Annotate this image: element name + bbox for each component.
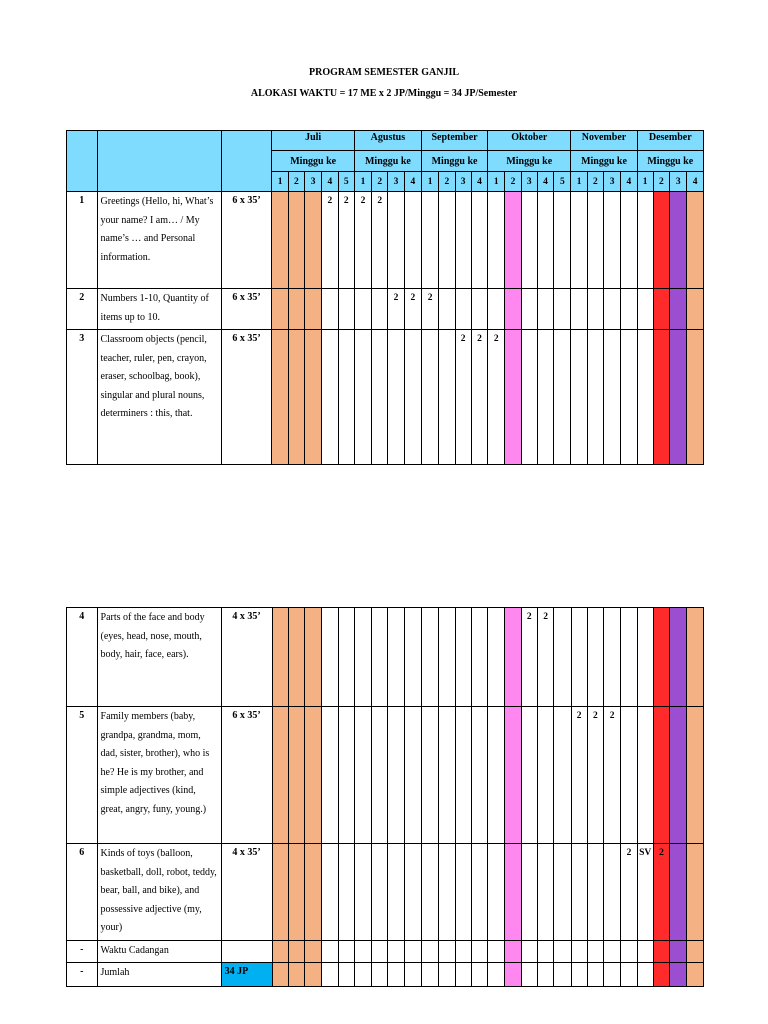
week-cell (554, 608, 571, 707)
week-cell (537, 962, 553, 986)
week-cell (670, 330, 687, 465)
page-title: PROGRAM SEMESTER GANJIL (308, 67, 459, 78)
month-header-oktober: Oktober (488, 131, 571, 151)
week-cell (488, 608, 505, 707)
week-cell (471, 962, 487, 986)
week-cell (272, 330, 288, 465)
week-cell (372, 962, 388, 986)
week-cell: 2 (653, 844, 669, 941)
week-cell (621, 962, 637, 986)
week-cell (670, 608, 687, 707)
table-row (67, 289, 704, 330)
week-cell (404, 330, 421, 465)
week-cell (621, 330, 637, 465)
week-cell (305, 289, 322, 330)
week-cell (404, 844, 421, 941)
week-cell (288, 962, 304, 986)
week-cell (439, 330, 455, 465)
week-cell (439, 289, 455, 330)
week-cell (372, 330, 388, 465)
minggu-ke-label: Minggu ke (272, 151, 354, 172)
week-cell (637, 192, 653, 289)
week-cell (288, 289, 304, 330)
week-number: 2 (439, 172, 455, 192)
week-cell (521, 844, 537, 941)
week-cell: 2 (471, 330, 487, 465)
week-cell (505, 192, 521, 289)
week-cell (288, 707, 304, 844)
row-alokasi: 6 x 35’ (221, 289, 272, 330)
week-number: 4 (322, 172, 338, 192)
month-header-agustus: Agustus (354, 131, 421, 151)
week-cell (272, 844, 288, 941)
week-cell (322, 289, 338, 330)
week-cell (272, 941, 288, 963)
week-cell (571, 289, 587, 330)
week-cell (505, 962, 521, 986)
week-cell (322, 608, 338, 707)
week-cell (521, 192, 537, 289)
week-cell (422, 844, 439, 941)
week-number: 4 (537, 172, 553, 192)
week-cell (653, 330, 669, 465)
header-materi (97, 131, 221, 192)
week-cell (670, 941, 687, 963)
week-cell (305, 844, 322, 941)
week-cell (288, 608, 304, 707)
week-cell (338, 707, 354, 844)
week-cell (621, 707, 637, 844)
week-cell (505, 289, 521, 330)
week-cell (670, 962, 687, 986)
row-number: 3 (67, 330, 98, 465)
week-cell (521, 941, 537, 963)
week-cell (621, 941, 637, 963)
week-cell (305, 962, 322, 986)
week-cell (603, 192, 620, 289)
week-cell (322, 330, 338, 465)
week-cell: 2 (388, 289, 404, 330)
week-cell (521, 330, 537, 465)
week-cell (637, 608, 653, 707)
row-alokasi: 6 x 35’ (221, 192, 272, 289)
week-cell (322, 844, 338, 941)
week-cell (439, 192, 455, 289)
week-cell (404, 707, 421, 844)
page-subtitle: ALOKASI WAKTU = 17 ME x 2 JP/Minggu = 34 JP/Semester (250, 88, 518, 99)
table-row (67, 192, 704, 289)
week-cell (404, 962, 421, 986)
week-cell (421, 330, 438, 465)
week-cell (554, 707, 571, 844)
row-materi: Waktu Cadangan (97, 941, 221, 963)
week-cell (554, 941, 571, 963)
week-cell (554, 962, 571, 986)
week-cell: SV (637, 844, 653, 941)
week-cell (505, 844, 521, 941)
week-cell (604, 844, 621, 941)
week-cell: 2 (322, 192, 338, 289)
week-cell (571, 941, 587, 963)
week-cell (653, 962, 669, 986)
month-header-september: September (421, 131, 487, 151)
week-cell (621, 289, 637, 330)
week-cell (587, 941, 603, 963)
week-cell (422, 707, 439, 844)
week-cell (687, 844, 704, 941)
week-cell (272, 289, 288, 330)
week-cell (621, 192, 637, 289)
row-number: 5 (67, 707, 98, 844)
month-header-november: November (571, 131, 637, 151)
week-cell (372, 289, 388, 330)
week-cell (338, 962, 354, 986)
week-cell (272, 707, 288, 844)
week-number: 1 (272, 172, 288, 192)
week-cell (422, 941, 439, 963)
row-materi: Parts of the face and body (eyes, head, nose, mouth, body, hair, face, ears). (97, 608, 221, 707)
week-cell (288, 192, 304, 289)
week-cell (653, 289, 669, 330)
week-cell: 2 (421, 289, 438, 330)
week-cell (587, 962, 603, 986)
week-cell (388, 608, 404, 707)
week-cell: 2 (571, 707, 587, 844)
table-row (67, 608, 704, 707)
week-cell (670, 289, 687, 330)
week-number: 1 (354, 172, 371, 192)
week-number: 5 (554, 172, 571, 192)
week-number: 1 (421, 172, 438, 192)
week-number: 4 (687, 172, 704, 192)
week-number: 3 (521, 172, 537, 192)
week-cell (488, 192, 505, 289)
week-cell: 2 (521, 608, 537, 707)
week-cell (687, 707, 704, 844)
week-cell (637, 707, 653, 844)
week-cell (372, 844, 388, 941)
week-number: 5 (338, 172, 354, 192)
week-cell (322, 707, 338, 844)
month-header-juli: Juli (272, 131, 354, 151)
minggu-ke-label: Minggu ke (488, 151, 571, 172)
week-cell (439, 608, 455, 707)
week-number: 2 (372, 172, 388, 192)
week-cell: 2 (354, 192, 371, 289)
week-cell (272, 962, 288, 986)
row-number: - (67, 962, 98, 986)
row-number: 4 (67, 608, 98, 707)
week-cell (521, 707, 537, 844)
table-row (67, 844, 704, 941)
week-number: 3 (670, 172, 687, 192)
week-cell (603, 330, 620, 465)
week-cell (687, 962, 704, 986)
week-cell (687, 192, 704, 289)
week-cell (587, 330, 603, 465)
week-cell (354, 608, 371, 707)
week-number: 3 (603, 172, 620, 192)
week-cell (537, 941, 553, 963)
week-cell (404, 608, 421, 707)
week-cell (455, 707, 471, 844)
week-cell (372, 707, 388, 844)
week-cell (439, 941, 455, 963)
week-number: 4 (404, 172, 421, 192)
week-cell (354, 941, 371, 963)
week-cell (421, 192, 438, 289)
table-row (67, 707, 704, 844)
week-number: 4 (471, 172, 487, 192)
minggu-ke-label: Minggu ke (421, 151, 487, 172)
week-cell (388, 844, 404, 941)
week-cell (288, 330, 304, 465)
week-number: 1 (488, 172, 505, 192)
week-cell (637, 330, 653, 465)
row-materi: Greetings (Hello, hi, What’s your name? I am… / My name’s … and Personal information. (97, 192, 221, 289)
row-alokasi: 4 x 35’ (221, 608, 272, 707)
week-cell (338, 844, 354, 941)
week-cell (554, 330, 571, 465)
week-cell (637, 941, 653, 963)
table-row (67, 941, 704, 963)
week-cell (488, 941, 505, 963)
week-cell (505, 707, 521, 844)
minggu-ke-label: Minggu ke (354, 151, 421, 172)
row-number: 2 (67, 289, 98, 330)
week-cell (653, 192, 669, 289)
week-cell: 2 (604, 707, 621, 844)
week-cell (354, 707, 371, 844)
week-number: 3 (455, 172, 471, 192)
week-cell (653, 608, 669, 707)
week-cell (521, 962, 537, 986)
week-cell: 2 (455, 330, 471, 465)
week-cell (372, 941, 388, 963)
week-cell (439, 707, 455, 844)
week-cell (505, 941, 521, 963)
week-cell (388, 941, 404, 963)
week-cell (455, 844, 471, 941)
week-cell (488, 707, 505, 844)
week-cell (305, 608, 322, 707)
week-cell (471, 844, 487, 941)
week-cell (354, 289, 371, 330)
week-cell: 2 (372, 192, 388, 289)
week-cell (637, 289, 653, 330)
week-cell (388, 330, 404, 465)
row-alokasi (221, 941, 272, 963)
schedule-table-part2 (66, 607, 704, 987)
week-number: 2 (653, 172, 669, 192)
week-cell (687, 941, 704, 963)
week-cell (471, 941, 487, 963)
row-alokasi: 4 x 35’ (221, 844, 272, 941)
week-cell (670, 707, 687, 844)
week-cell (455, 941, 471, 963)
week-cell (404, 192, 421, 289)
week-cell (471, 608, 487, 707)
week-cell (653, 941, 669, 963)
week-cell (554, 192, 571, 289)
week-cell (338, 608, 354, 707)
week-number: 2 (587, 172, 603, 192)
week-cell (687, 608, 704, 707)
week-cell (603, 289, 620, 330)
week-cell (537, 192, 553, 289)
week-cell (587, 192, 603, 289)
week-cell: 2 (537, 608, 553, 707)
week-cell (471, 192, 487, 289)
week-cell (404, 941, 421, 963)
week-number: 3 (305, 172, 322, 192)
week-cell (587, 608, 603, 707)
week-cell (471, 707, 487, 844)
week-cell (422, 962, 439, 986)
header-alokasi (221, 131, 272, 192)
week-cell (372, 608, 388, 707)
week-cell (687, 289, 704, 330)
week-cell (388, 192, 404, 289)
minggu-ke-label: Minggu ke (571, 151, 637, 172)
week-cell (687, 330, 704, 465)
week-cell (439, 844, 455, 941)
row-materi: Kinds of toys (balloon, basketball, doll, robot, teddy, bear, ball, and bike), and possessive adjective (my, your) (97, 844, 221, 941)
week-cell (488, 962, 505, 986)
week-cell (488, 289, 505, 330)
week-cell (338, 941, 354, 963)
week-cell: 2 (621, 844, 637, 941)
week-cell (322, 962, 338, 986)
week-cell (272, 192, 288, 289)
row-alokasi: 34 JP (221, 962, 272, 986)
week-cell (587, 289, 603, 330)
week-cell (455, 192, 471, 289)
week-cell (571, 608, 587, 707)
week-cell (388, 962, 404, 986)
week-cell (621, 608, 637, 707)
week-cell (554, 844, 571, 941)
week-cell (537, 707, 553, 844)
row-materi: Family members (baby, grandpa, grandma, mom, dad, sister, brother), who is he? He is my brother, and simple adjectives (kind, great, angry, funy, young.) (97, 707, 221, 844)
week-cell (637, 962, 653, 986)
week-number: 2 (505, 172, 521, 192)
table-row (67, 330, 704, 465)
week-number: 1 (571, 172, 587, 192)
week-cell (354, 330, 371, 465)
row-number: 1 (67, 192, 98, 289)
week-cell (505, 330, 521, 465)
week-cell: 2 (404, 289, 421, 330)
week-cell (604, 941, 621, 963)
minggu-ke-label: Minggu ke (637, 151, 703, 172)
month-header-desember: Desember (637, 131, 703, 151)
week-cell (338, 289, 354, 330)
week-cell (305, 192, 322, 289)
row-alokasi: 6 x 35’ (221, 707, 272, 844)
week-cell (554, 289, 571, 330)
week-cell (455, 962, 471, 986)
week-number: 2 (288, 172, 304, 192)
week-cell (571, 844, 587, 941)
week-cell (471, 289, 487, 330)
week-cell (422, 608, 439, 707)
week-number: 4 (621, 172, 637, 192)
week-cell (505, 608, 521, 707)
schedule-table-part1 (66, 130, 704, 465)
week-cell (439, 962, 455, 986)
week-cell (571, 330, 587, 465)
week-cell: 2 (338, 192, 354, 289)
week-cell (670, 192, 687, 289)
week-cell (338, 330, 354, 465)
week-cell (670, 844, 687, 941)
row-materi: Jumlah (97, 962, 221, 986)
week-cell (571, 962, 587, 986)
week-cell (521, 289, 537, 330)
week-cell (305, 941, 322, 963)
week-cell (604, 608, 621, 707)
week-cell (571, 192, 587, 289)
table-row (67, 962, 704, 986)
week-cell (488, 844, 505, 941)
week-cell (388, 707, 404, 844)
week-cell (455, 289, 471, 330)
week-cell (305, 707, 322, 844)
row-materi: Numbers 1-10, Quantity of items up to 10. (97, 289, 221, 330)
week-cell: 2 (587, 707, 603, 844)
week-cell (537, 844, 553, 941)
week-cell (604, 962, 621, 986)
week-cell (272, 608, 288, 707)
week-cell: 2 (488, 330, 505, 465)
row-number: 6 (67, 844, 98, 941)
week-number: 1 (637, 172, 653, 192)
week-cell (537, 330, 553, 465)
row-number: - (67, 941, 98, 963)
week-cell (587, 844, 603, 941)
week-cell (288, 941, 304, 963)
header-no (67, 131, 98, 192)
week-cell (455, 608, 471, 707)
row-alokasi: 6 x 35’ (221, 330, 272, 465)
week-cell (354, 962, 371, 986)
week-cell (322, 941, 338, 963)
week-cell (537, 289, 553, 330)
week-cell (653, 707, 669, 844)
week-cell (354, 844, 371, 941)
week-number: 3 (388, 172, 404, 192)
week-cell (288, 844, 304, 941)
row-materi: Classroom objects (pencil, teacher, ruler, pen, crayon, eraser, schoolbag, book), singular and plural nouns, determiners : this, that. (97, 330, 221, 465)
week-cell (305, 330, 322, 465)
